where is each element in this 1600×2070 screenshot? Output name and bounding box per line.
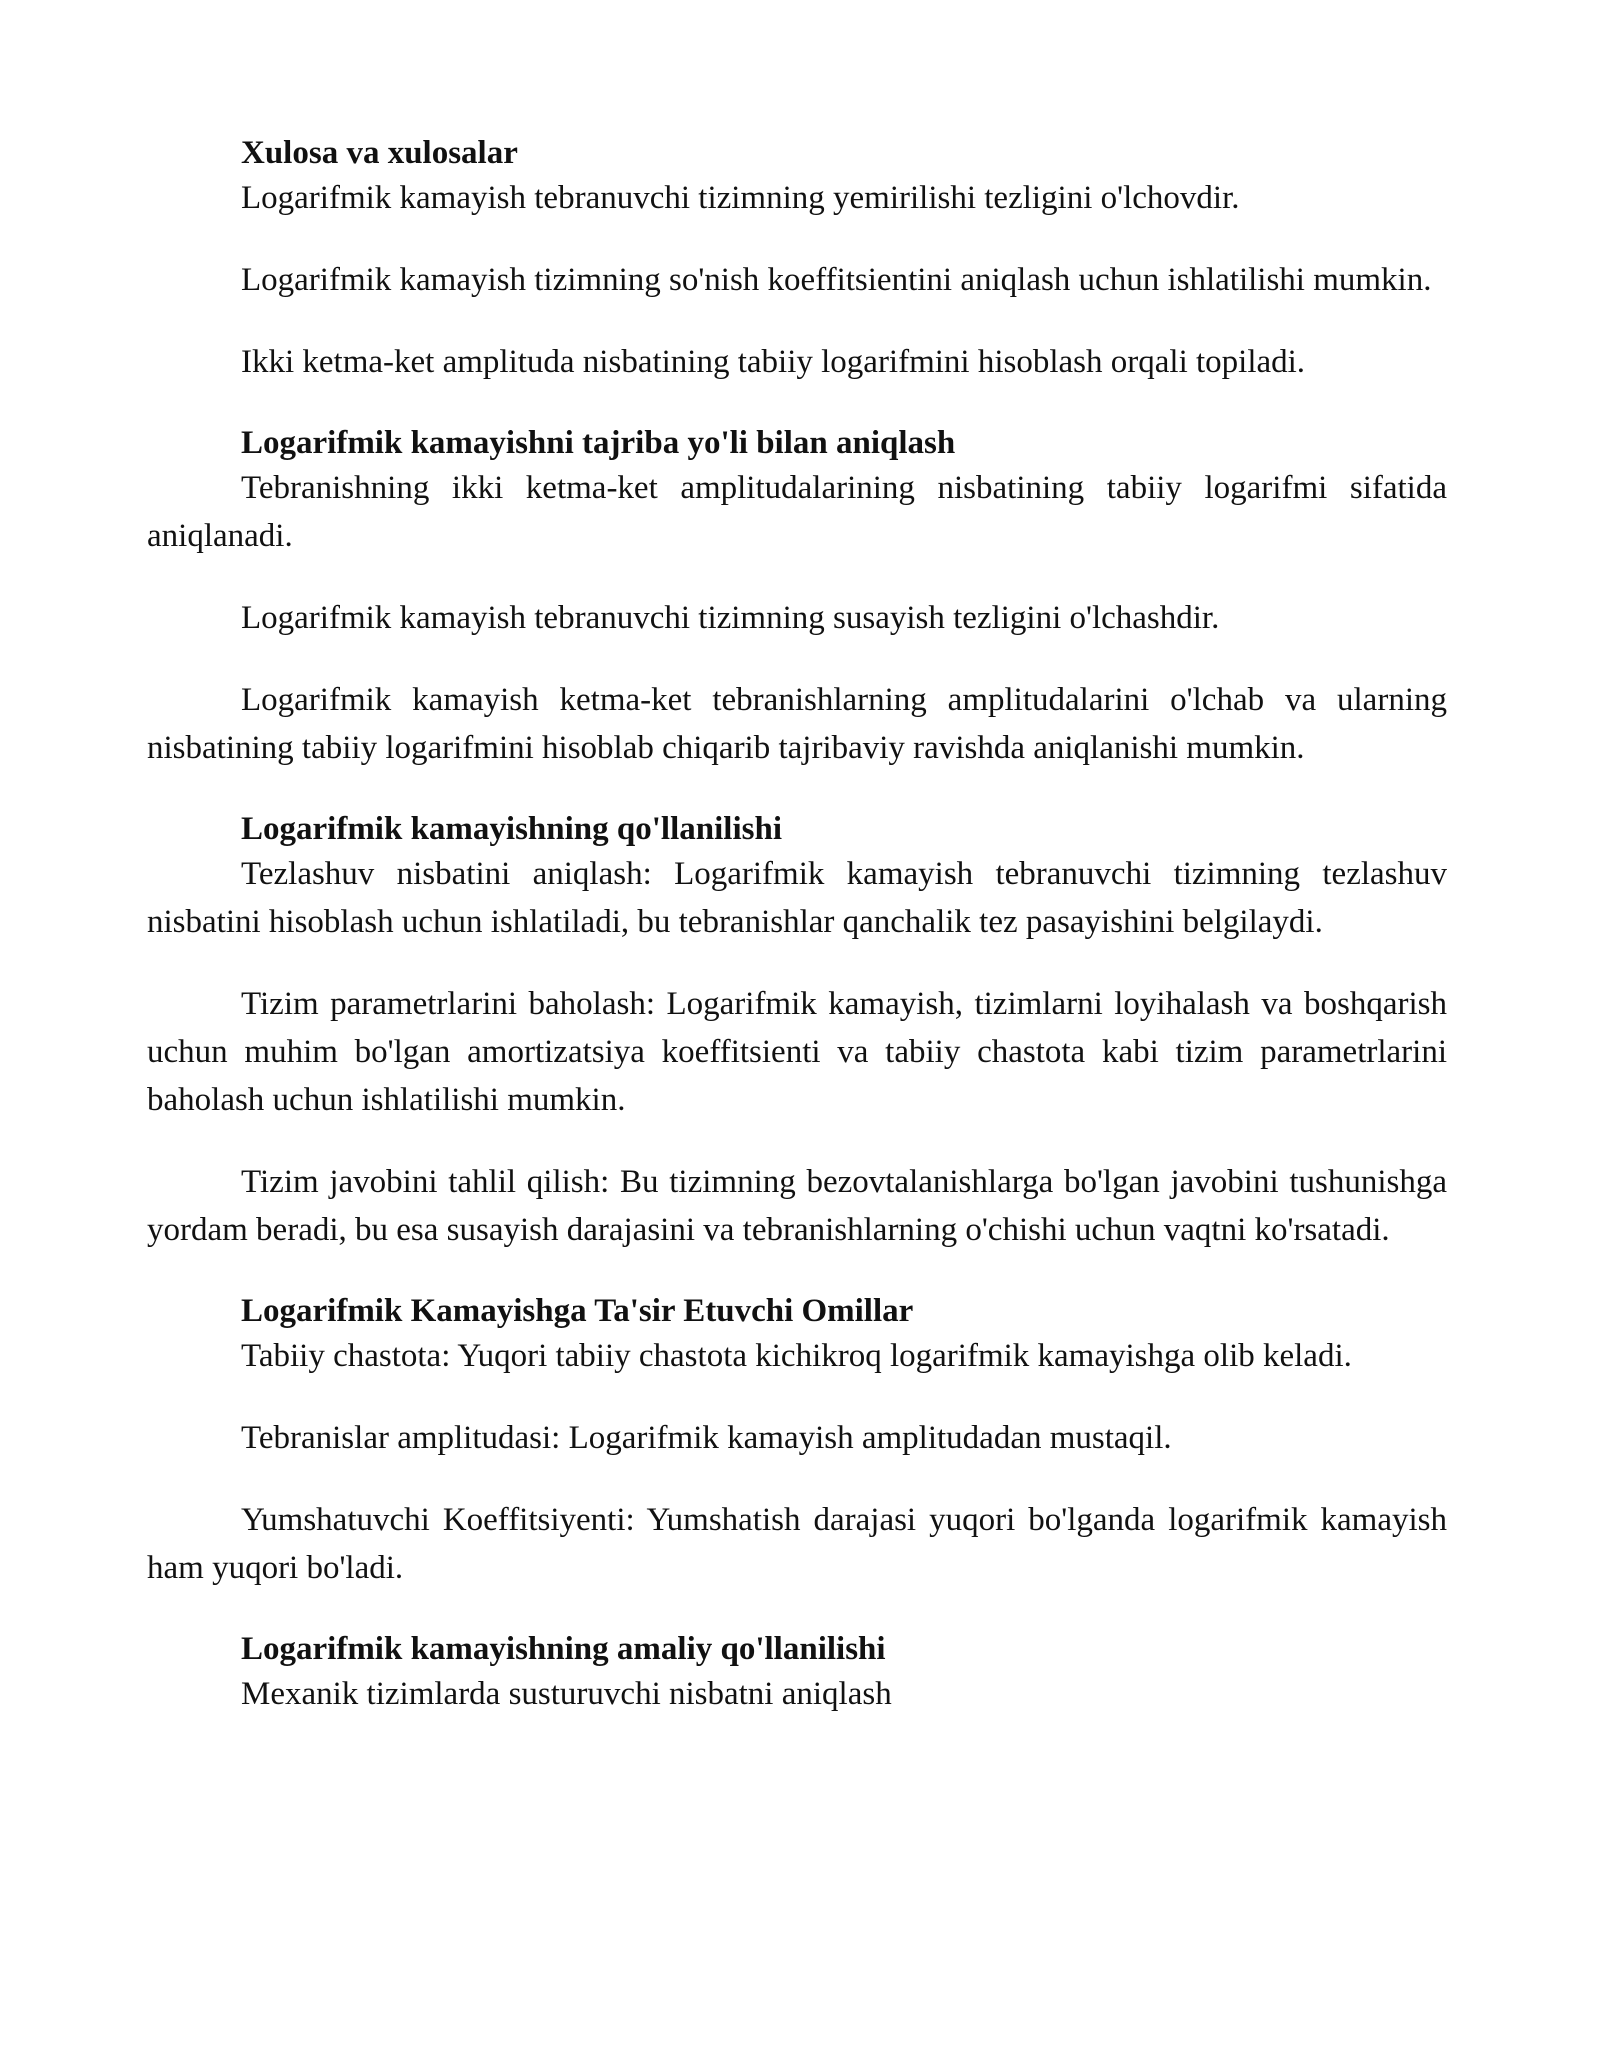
section-heading: Logarifmik Kamayishga Ta'sir Etuvchi Omillar <box>241 1293 914 1329</box>
document-page <box>147 132 1447 1754</box>
paragraph: Tebranishning ikki ketma-ket amplitudalarining nisbatining tabiiy logarifmi sifatida aniqlanadi. <box>147 470 1447 554</box>
paragraph: Tebranislar amplitudasi: Logarifmik kamayish amplitudadan mustaqil. <box>241 1420 1172 1456</box>
section-heading: Xulosa va xulosalar <box>241 135 518 171</box>
paragraph: Tabiiy chastota: Yuqori tabiiy chastota kichikroq logarifmik kamayishga olib keladi. <box>241 1338 1352 1374</box>
section-applications <box>147 808 1447 1254</box>
section-experimental-determination <box>147 422 1447 772</box>
section-conclusions <box>147 132 1447 386</box>
section-practical-applications <box>147 1628 1447 1718</box>
section-influencing-factors <box>147 1290 1447 1592</box>
paragraph: Logarifmik kamayish tebranuvchi tizimning yemirilishi tezligini o'lchovdir. <box>241 180 1240 216</box>
paragraph: Logarifmik kamayish tizimning so'nish koeffitsientini aniqlash uchun ishlatilishi mumkin. <box>241 262 1432 298</box>
section-heading: Logarifmik kamayishning amaliy qo'llanilishi <box>241 1631 886 1667</box>
paragraph: Tizim javobini tahlil qilish: Bu tizimning bezovtalanishlarga bo'lgan javobini tushunishga yordam beradi, bu esa susayish darajasini va tebranishlarning o'chishi uchun vaqtni ko'rsatadi. <box>147 1164 1447 1248</box>
paragraph: Yumshatuvchi Koeffitsiyenti: Yumshatish darajasi yuqori bo'lganda logarifmik kamayish ham yuqori bo'ladi. <box>147 1502 1447 1586</box>
paragraph: Tezlashuv nisbatini aniqlash: Logarifmik kamayish tebranuvchi tizimning tezlashuv nisbatini hisoblash uchun ishlatiladi, bu tebranishlar qanchalik tez pasayishini belgilaydi. <box>147 856 1447 940</box>
paragraph: Logarifmik kamayish ketma-ket tebranishlarning amplitudalarini o'lchab va ularning nisbatining tabiiy logarifmini hisoblab chiqarib tajribaviy ravishda aniqlanishi mumkin. <box>147 682 1447 766</box>
section-heading: Logarifmik kamayishni tajriba yo'li bilan aniqlash <box>241 425 956 461</box>
paragraph: Ikki ketma-ket amplituda nisbatining tabiiy logarifmini hisoblash orqali topiladi. <box>241 344 1306 380</box>
paragraph: Logarifmik kamayish tebranuvchi tizimning susayish tezligini o'lchashdir. <box>241 600 1220 636</box>
paragraph: Mexanik tizimlarda susturuvchi nisbatni aniqlash <box>241 1676 892 1712</box>
section-heading: Logarifmik kamayishning qo'llanilishi <box>241 811 782 847</box>
paragraph: Tizim parametrlarini baholash: Logarifmik kamayish, tizimlarni loyihalash va boshqarish uchun muhim bo'lgan amortizatsiya koeffitsienti va tabiiy chastota kabi tizim parametrlarini baholash uchun ishlatilishi mumkin. <box>147 986 1447 1118</box>
